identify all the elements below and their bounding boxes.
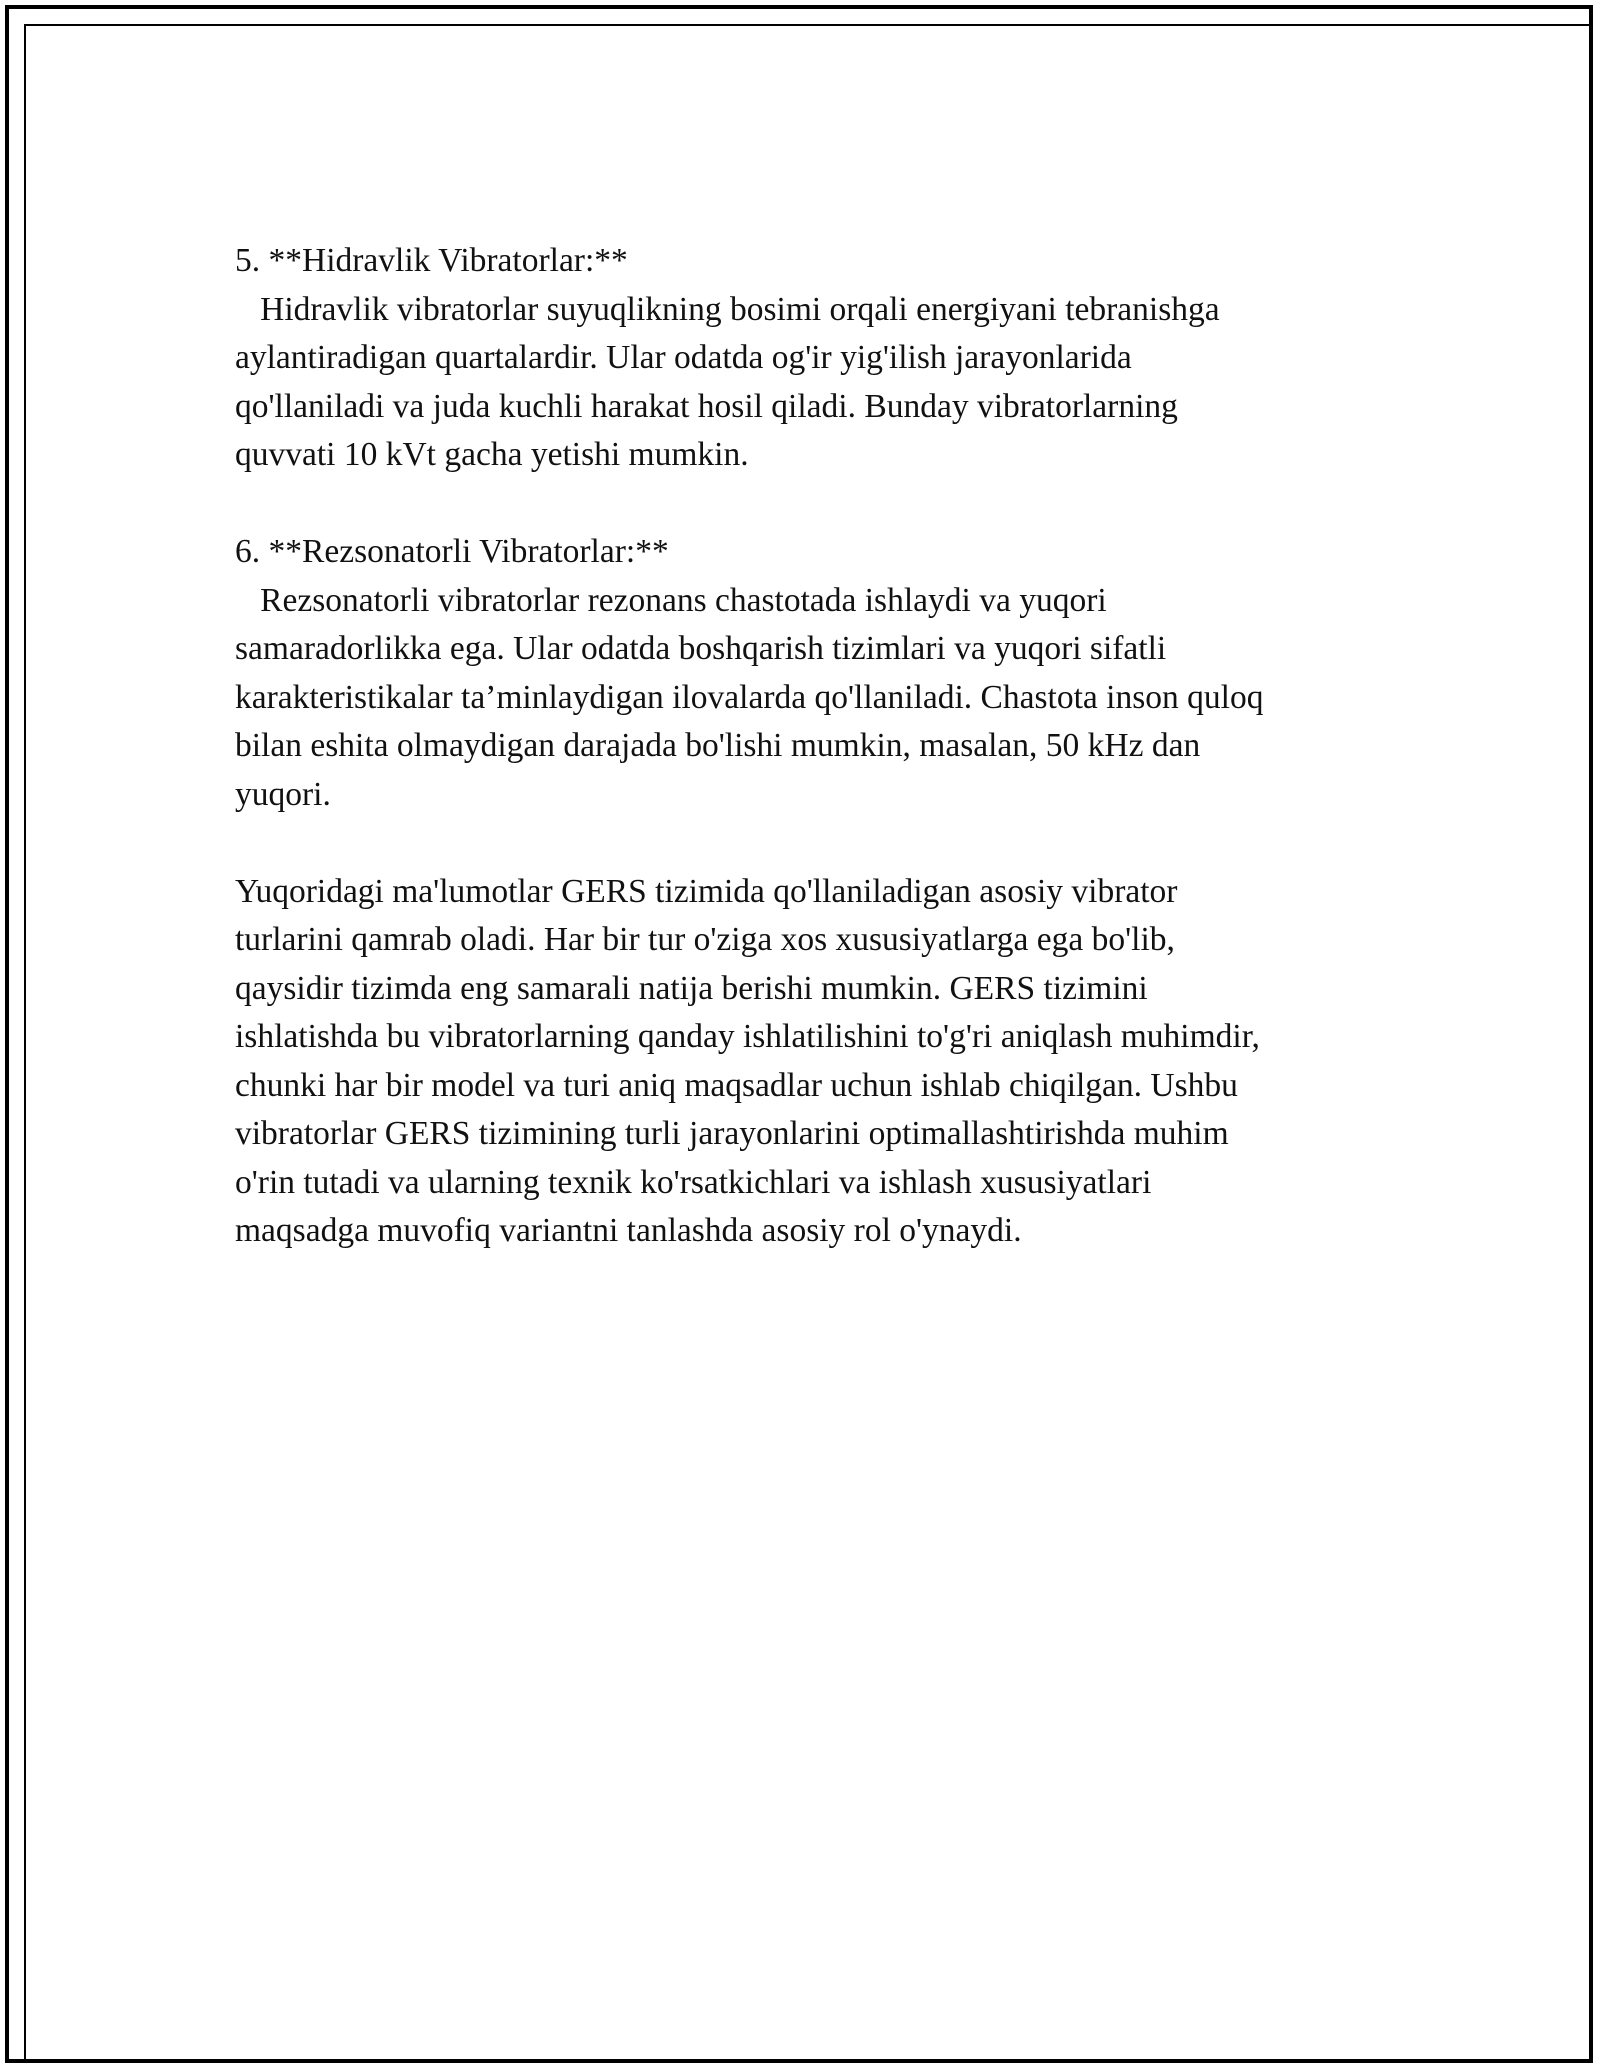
paragraph-line: yuqori. <box>235 775 331 813</box>
paragraph-line: quvvati 10 kVt gacha yetishi mumkin. <box>235 436 749 473</box>
paragraph-line: o'rin tutadi va ularning texnik ko'rsatkichlari va ishlash xususiyatlari <box>235 1163 1152 1201</box>
paragraph-line: karakteristikalar ta’minlaydigan ilovalarda qo'llaniladi. Chastota inson quloq <box>235 678 1264 716</box>
paragraph-spacer <box>235 480 1375 529</box>
paragraph-line: samaradorlikka ega. Ular odatda boshqarish tizimlari va yuqori sifatli <box>235 630 1167 667</box>
section-heading: 6. **Rezsonatorli Vibratorlar:** <box>235 533 669 570</box>
paragraph-line: Rezsonatorli vibratorlar rezonans chastotada ishlaydi va yuqori <box>235 581 1107 619</box>
paragraph-line: qaysidir tizimda eng samarali natija berishi mumkin. GERS tizimini <box>235 969 1148 1007</box>
paragraph-line: bilan eshita olmaydigan darajada bo'lishi mumkin, masalan, 50 kHz dan <box>235 727 1201 764</box>
paragraph-line: turlarini qamrab oladi. Har bir tur o'ziga xos xususiyatlarga ega bo'lib, <box>235 921 1175 958</box>
paragraph-spacer <box>235 819 1375 868</box>
paragraph-line: Yuqoridagi ma'lumotlar GERS tizimida qo'llaniladigan asosiy vibrator <box>235 872 1178 910</box>
document-body <box>235 237 1375 1256</box>
paragraph-line: chunki har bir model va turi aniq maqsadlar uchun ishlab chiqilgan. Ushbu <box>235 1066 1238 1104</box>
paragraph-line: ishlatishda bu vibratorlarning qanday ishlatilishini to'g'ri aniqlash muhimdir, <box>235 1018 1260 1055</box>
paragraph-line: vibratorlar GERS tizimining turli jarayonlarini optimallashtirishda muhim <box>235 1115 1229 1152</box>
paragraph-line: aylantiradigan quartalardir. Ular odatda og'ir yig'ilish jarayonlarida <box>235 339 1132 376</box>
section-hydraulic-vibrators <box>235 237 1375 480</box>
section-heading: 5. **Hidravlik Vibratorlar:** <box>235 242 628 279</box>
paragraph-line: qo'llaniladi va juda kuchli harakat hosil qiladi. Bunday vibratorlarning <box>235 387 1178 425</box>
paragraph-line: Hidravlik vibratorlar suyuqlikning bosimi orqali energiyani tebranishga <box>235 290 1220 328</box>
conclusion-paragraph <box>235 868 1375 1256</box>
paragraph-line: maqsadga muvofiq variantni tanlashda asosiy rol o'ynaydi. <box>235 1212 1022 1249</box>
section-resonator-vibrators <box>235 528 1375 819</box>
